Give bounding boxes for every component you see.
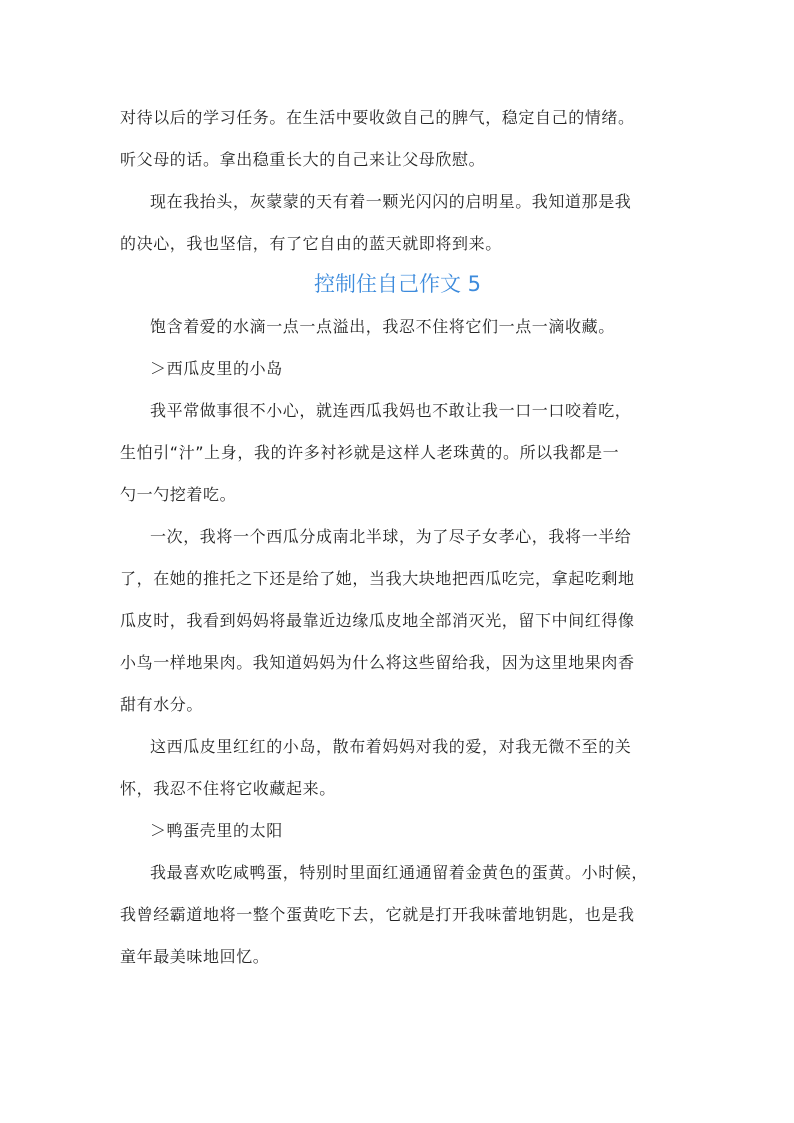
paragraph-line: 一次，我将一个西瓜分成南北半球，为了尽子女孝心，我将一半给 [150, 527, 632, 546]
paragraph-line: 这西瓜皮里红红的小岛，散布着妈妈对我的爱，对我无微不至的关 [150, 737, 632, 756]
paragraph-line: 了，在她的推托之下还是给了她，当我大块地把西瓜吃完，拿起吃剩地 [120, 569, 635, 588]
subheading: ＞鸭蛋壳里的太阳 [150, 821, 283, 840]
paragraph-line: 听父母的话。拿出稳重长大的自己来让父母欣慰。 [120, 150, 486, 169]
paragraph-line: 现在我抬头，灰蒙蒙的天有着一颗光闪闪的启明星。我知道那是我 [150, 192, 632, 211]
section-title: 控制住自己作文 5 [313, 272, 482, 296]
paragraph-line: 童年最美味地回忆。 [120, 947, 270, 966]
paragraph-line: 怀，我忍不住将它收藏起来。 [120, 779, 336, 798]
paragraph-line: 甜有水分。 [120, 695, 204, 714]
paragraph-line: 瓜皮时，我看到妈妈将最靠近边缘瓜皮地全部消灭光，留下中间红得像 [120, 611, 635, 630]
paragraph-line: 小鸟一样地果肉。我知道妈妈为什么将这些留给我，因为这里地果肉香 [120, 653, 635, 672]
paragraph-line: 我最喜欢吃咸鸭蛋，特别时里面红通通留着金黄色的蛋黄。小时候， [150, 863, 649, 882]
paragraph-line: 我平常做事很不小心，就连西瓜我妈也不敢让我一口一口咬着吃， [150, 401, 632, 420]
subheading: ＞西瓜皮里的小岛 [150, 359, 283, 378]
paragraph-line: 勺一勺挖着吃。 [120, 485, 237, 504]
paragraph-line: 生怕引“汁”上身，我的许多衬衫就是这样人老珠黄的。所以我都是一 [120, 443, 620, 462]
paragraph-line: 饱含着爱的水滴一点一点溢出，我忍不住将它们一点一滴收藏。 [150, 317, 615, 336]
paragraph-line: 对待以后的学习任务。在生活中要收敛自己的脾气，稳定自己的情绪。 [120, 108, 635, 127]
paragraph-line: 我曾经霸道地将一整个蛋黄吃下去，它就是打开我味蕾地钥匙，也是我 [120, 905, 635, 924]
paragraph-line: 的决心，我也坚信，有了它自由的蓝天就即将到来。 [120, 234, 502, 253]
